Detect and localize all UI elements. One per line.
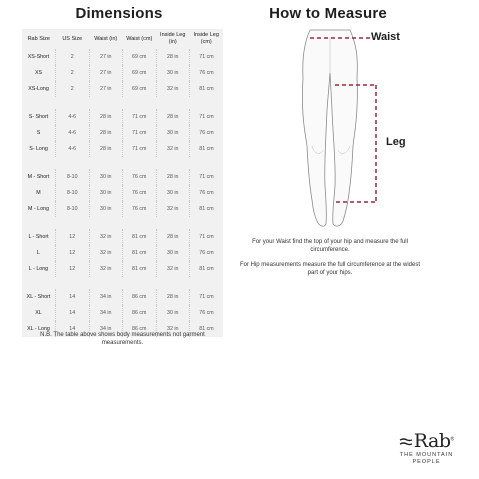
rab-size-cell: XS xyxy=(34,70,43,76)
table-row xyxy=(22,109,223,125)
table-row xyxy=(22,245,223,261)
waist-in-cell: 27 in xyxy=(89,49,123,65)
table-footnote: N.B. The table above shows body measurements not garment measurements. xyxy=(40,332,205,346)
waist-instructions: For your Waist find the top of your hip and measure the full circumference. xyxy=(252,239,408,253)
spacer-cell xyxy=(190,157,224,169)
inside-leg-cm-cell: 76 cm xyxy=(190,65,224,81)
group-spacer xyxy=(22,277,223,289)
waist-in-cell: 32 in xyxy=(89,245,123,261)
spacer-cell xyxy=(123,157,157,169)
rab-size-cell: M - Short xyxy=(27,174,50,180)
inside-leg-in-cell: 30 in xyxy=(156,185,190,201)
table-row xyxy=(22,201,223,217)
waist-cm-cell: 76 cm xyxy=(123,185,157,201)
us-size-cell: 4-6 xyxy=(56,125,90,141)
spacer-cell xyxy=(89,277,123,289)
waist-in-cell: 30 in xyxy=(89,169,123,185)
table-row xyxy=(22,65,223,81)
waist-cm-cell: 69 cm xyxy=(123,49,157,65)
us-size-cell: 12 xyxy=(56,261,90,277)
rab-size-cell: L xyxy=(37,250,40,256)
rab-brand-name: Rab xyxy=(413,430,451,452)
spacer-cell xyxy=(156,217,190,229)
spacer-cell xyxy=(89,157,123,169)
waist-in-cell: 34 in xyxy=(89,289,123,305)
inside-leg-in-cell: 30 in xyxy=(156,305,190,321)
waist-cm-cell: 76 cm xyxy=(123,169,157,185)
us-size-cell: 2 xyxy=(56,65,90,81)
spacer-cell xyxy=(123,217,157,229)
table-row xyxy=(22,125,223,141)
us-size-cell: 2 xyxy=(56,49,90,65)
column-header: Inside Leg (cm) xyxy=(193,32,219,45)
waist-in-cell: 30 in xyxy=(89,201,123,217)
inside-leg-cm-cell: 81 cm xyxy=(190,201,224,217)
inside-leg-cm-cell: 81 cm xyxy=(190,321,224,337)
rab-wordmark xyxy=(389,430,464,452)
inside-leg-cm-cell: 76 cm xyxy=(190,245,224,261)
spacer-cell xyxy=(190,217,224,229)
inside-leg-in-cell: 28 in xyxy=(156,49,190,65)
inside-leg-cm-cell: 71 cm xyxy=(190,49,224,65)
spacer-cell xyxy=(190,97,224,109)
waist-cm-cell: 81 cm xyxy=(123,229,157,245)
us-size-cell: 8-10 xyxy=(56,169,90,185)
size-table-header xyxy=(22,29,223,49)
leg-label: Leg xyxy=(386,136,406,148)
rab-size-cell: XS-Long xyxy=(28,86,49,92)
column-header: Rab Size xyxy=(27,35,50,42)
spacer-cell xyxy=(56,97,90,109)
spacer-cell xyxy=(156,157,190,169)
rab-size-cell: M - Long xyxy=(28,206,49,212)
us-size-cell: 14 xyxy=(56,321,90,337)
waist-in-cell: 34 in xyxy=(89,305,123,321)
waist-in-cell: 34 in xyxy=(89,321,123,337)
group-spacer xyxy=(22,97,223,109)
table-row xyxy=(22,289,223,305)
inside-leg-in-cell: 32 in xyxy=(156,141,190,157)
rab-size-cell: XL xyxy=(35,310,42,316)
waist-cm-cell: 86 cm xyxy=(123,289,157,305)
size-table xyxy=(22,29,223,337)
waist-in-cell: 32 in xyxy=(89,229,123,245)
rab-size-cell: S- Short xyxy=(28,114,49,120)
inside-leg-cm-cell: 76 cm xyxy=(190,305,224,321)
waist-in-cell: 28 in xyxy=(89,109,123,125)
rab-size-cell: L - Long xyxy=(28,266,49,272)
waist-cm-cell: 71 cm xyxy=(123,109,157,125)
spacer-cell xyxy=(156,277,190,289)
inside-leg-in-cell: 30 in xyxy=(156,245,190,261)
spacer-cell xyxy=(22,97,56,109)
brand-tagline: THE MOUNTAIN PEOPLE xyxy=(399,452,454,465)
table-row xyxy=(22,185,223,201)
rab-size-cell: S- Long xyxy=(29,146,48,152)
inside-leg-cm-cell: 71 cm xyxy=(190,169,224,185)
inside-leg-in-cell: 28 in xyxy=(156,289,190,305)
waist-in-cell: 27 in xyxy=(89,81,123,97)
dimensions-title: Dimensions xyxy=(75,5,163,22)
column-header: Waist (in) xyxy=(94,35,118,42)
waist-in-cell: 27 in xyxy=(89,65,123,81)
rab-size-cell: M xyxy=(36,190,41,196)
inside-leg-in-cell: 32 in xyxy=(156,321,190,337)
waist-cm-cell: 81 cm xyxy=(123,261,157,277)
group-spacer xyxy=(22,157,223,169)
us-size-cell: 8-10 xyxy=(56,201,90,217)
us-size-cell: 12 xyxy=(56,245,90,261)
table-row xyxy=(22,81,223,97)
rab-size-cell: S xyxy=(36,130,41,136)
inside-leg-in-cell: 32 in xyxy=(156,81,190,97)
inside-leg-in-cell: 30 in xyxy=(156,65,190,81)
table-row xyxy=(22,49,223,65)
waist-in-cell: 32 in xyxy=(89,261,123,277)
spacer-cell xyxy=(123,97,157,109)
inside-leg-cm-cell: 71 cm xyxy=(190,109,224,125)
us-size-cell: 12 xyxy=(56,229,90,245)
registered-mark: ® xyxy=(450,436,455,443)
inside-leg-in-cell: 30 in xyxy=(156,125,190,141)
spacer-cell xyxy=(56,157,90,169)
inside-leg-cm-cell: 76 cm xyxy=(190,185,224,201)
inside-leg-cm-cell: 71 cm xyxy=(190,229,224,245)
spacer-cell xyxy=(89,217,123,229)
waist-cm-cell: 86 cm xyxy=(123,321,157,337)
waist-label: Waist xyxy=(371,31,400,43)
spacer-cell xyxy=(56,217,90,229)
waist-in-cell: 28 in xyxy=(89,125,123,141)
us-size-cell: 4-6 xyxy=(56,109,90,125)
rab-size-cell: XS-Short xyxy=(27,54,50,60)
inside-leg-cm-cell: 76 cm xyxy=(190,125,224,141)
rab-size-cell: XL - Long xyxy=(27,326,50,332)
spacer-cell xyxy=(22,157,56,169)
waist-in-cell: 28 in xyxy=(89,141,123,157)
inside-leg-in-cell: 32 in xyxy=(156,261,190,277)
waist-cm-cell: 71 cm xyxy=(123,141,157,157)
table-row xyxy=(22,229,223,245)
size-table-body xyxy=(22,49,223,337)
spacer-cell xyxy=(89,97,123,109)
hip-instructions: For Hip measurements measure the full circumference at the widest part of your hips. xyxy=(239,262,421,276)
us-size-cell: 14 xyxy=(56,289,90,305)
us-size-cell: 14 xyxy=(56,305,90,321)
column-header: US Size xyxy=(62,35,83,42)
inside-leg-cm-cell: 81 cm xyxy=(190,261,224,277)
inside-leg-in-cell: 32 in xyxy=(156,201,190,217)
spacer-cell xyxy=(190,277,224,289)
inside-leg-in-cell: 28 in xyxy=(156,229,190,245)
how-to-measure-title: How to Measure xyxy=(269,5,387,22)
inside-leg-in-cell: 28 in xyxy=(156,169,190,185)
waist-cm-cell: 81 cm xyxy=(123,245,157,261)
inside-leg-cm-cell: 81 cm xyxy=(190,141,224,157)
spacer-cell xyxy=(22,217,56,229)
column-header: Inside Leg (in) xyxy=(160,32,186,45)
spacer-cell xyxy=(156,97,190,109)
table-row xyxy=(22,261,223,277)
table-row xyxy=(22,305,223,321)
waist-cm-cell: 69 cm xyxy=(123,81,157,97)
waist-in-cell: 30 in xyxy=(89,185,123,201)
rab-size-cell: L - Short xyxy=(28,234,49,240)
header-row xyxy=(22,29,223,49)
us-size-cell: 4-6 xyxy=(56,141,90,157)
waist-cm-cell: 76 cm xyxy=(123,201,157,217)
leggings-figure xyxy=(290,28,390,234)
us-size-cell: 8-10 xyxy=(56,185,90,201)
us-size-cell: 2 xyxy=(56,81,90,97)
column-header: Waist (cm) xyxy=(126,35,153,42)
rab-logo xyxy=(389,430,464,466)
spacer-cell xyxy=(123,277,157,289)
group-spacer xyxy=(22,217,223,229)
rab-size-cell: XL - Short xyxy=(26,294,51,300)
rab-bird-icon xyxy=(399,437,414,448)
table-row xyxy=(22,141,223,157)
waist-cm-cell: 69 cm xyxy=(123,65,157,81)
spacer-cell xyxy=(56,277,90,289)
inside-leg-cm-cell: 81 cm xyxy=(190,81,224,97)
inside-leg-cm-cell: 71 cm xyxy=(190,289,224,305)
waist-cm-cell: 71 cm xyxy=(123,125,157,141)
inside-leg-in-cell: 28 in xyxy=(156,109,190,125)
spacer-cell xyxy=(22,277,56,289)
table-row xyxy=(22,169,223,185)
waist-cm-cell: 86 cm xyxy=(123,305,157,321)
